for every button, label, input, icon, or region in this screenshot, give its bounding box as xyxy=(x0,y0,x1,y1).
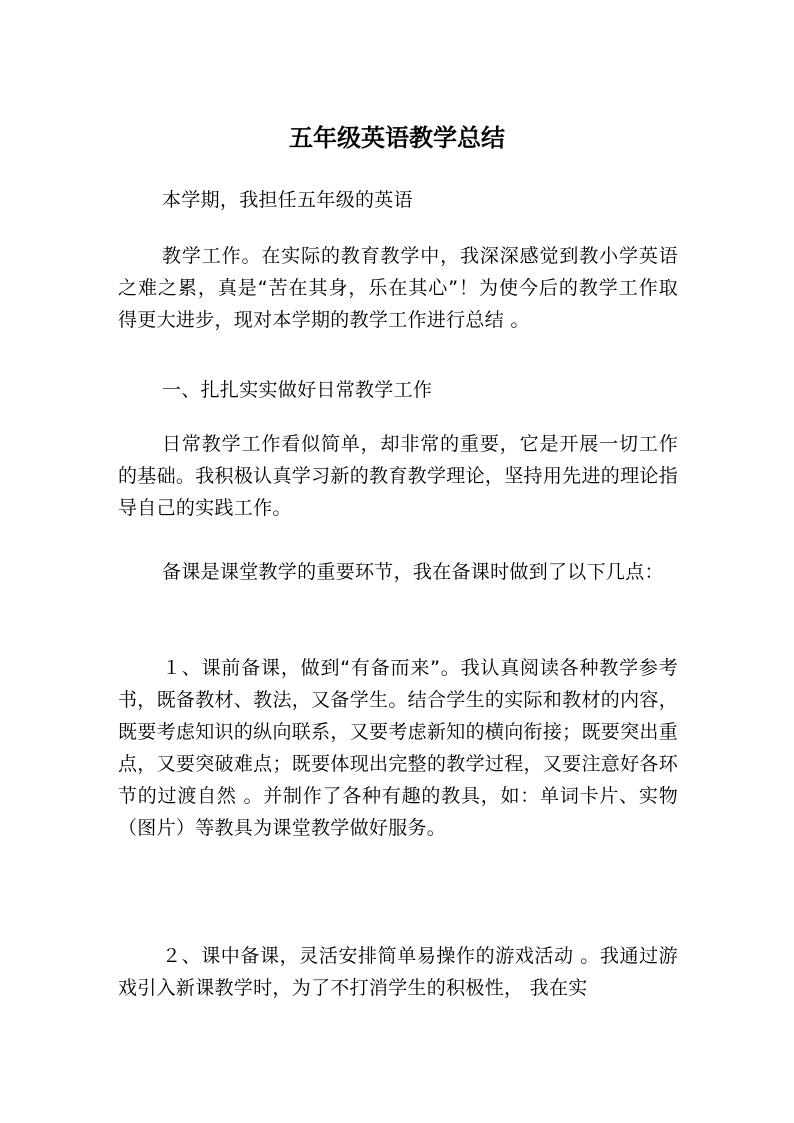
paragraph-teaching-work: 教学工作。在实际的教育教学中，我深深感觉到教小学英语之难之累，真是“苦在其身，乐在其心”！为使今后的教学工作取得更大进步，现对本学期的教学工作进行总结 。 xyxy=(118,245,678,331)
paragraph-point-2: ２、课中备课，灵活安排简单易操作的游戏活动 。我通过游戏引入新课教学时，为了不打消学生的积极性， 我在实 xyxy=(118,945,678,999)
section-heading-1: 一、扎扎实实做好日常教学工作 xyxy=(162,379,433,401)
paragraph-lesson-prep: 备课是课堂教学的重要环节，我在备课时做到了以下几点： xyxy=(162,561,664,583)
paragraph-daily-teaching: 日常教学工作看似简单，却非常的重要，它是开展一切工作的基础。我积极认真学习新的教育教学理论，坚持用先进的理论指导自己的实践工作。 xyxy=(118,433,678,519)
paragraph-point-1: １、课前备课，做到“有备而来”。我认真阅读各种教学参考书，既备教材、教法，又备学生。结合学生的实际和教材的内容，既要考虑知识的纵向联系，又要考虑新知的横向衔接；既要突出重点，又要突破难点；既要体现出完整的教学过程，又要注意好各环节的过渡自然 。并制作了各种有趣的教具，如：单词卡片、实物（图片）等教具为课堂教学做好服务。 xyxy=(118,657,678,839)
document-title: 五年级英语教学总结 xyxy=(289,123,505,152)
paragraph-intro: 本学期，我担任五年级的英语 xyxy=(162,189,413,211)
